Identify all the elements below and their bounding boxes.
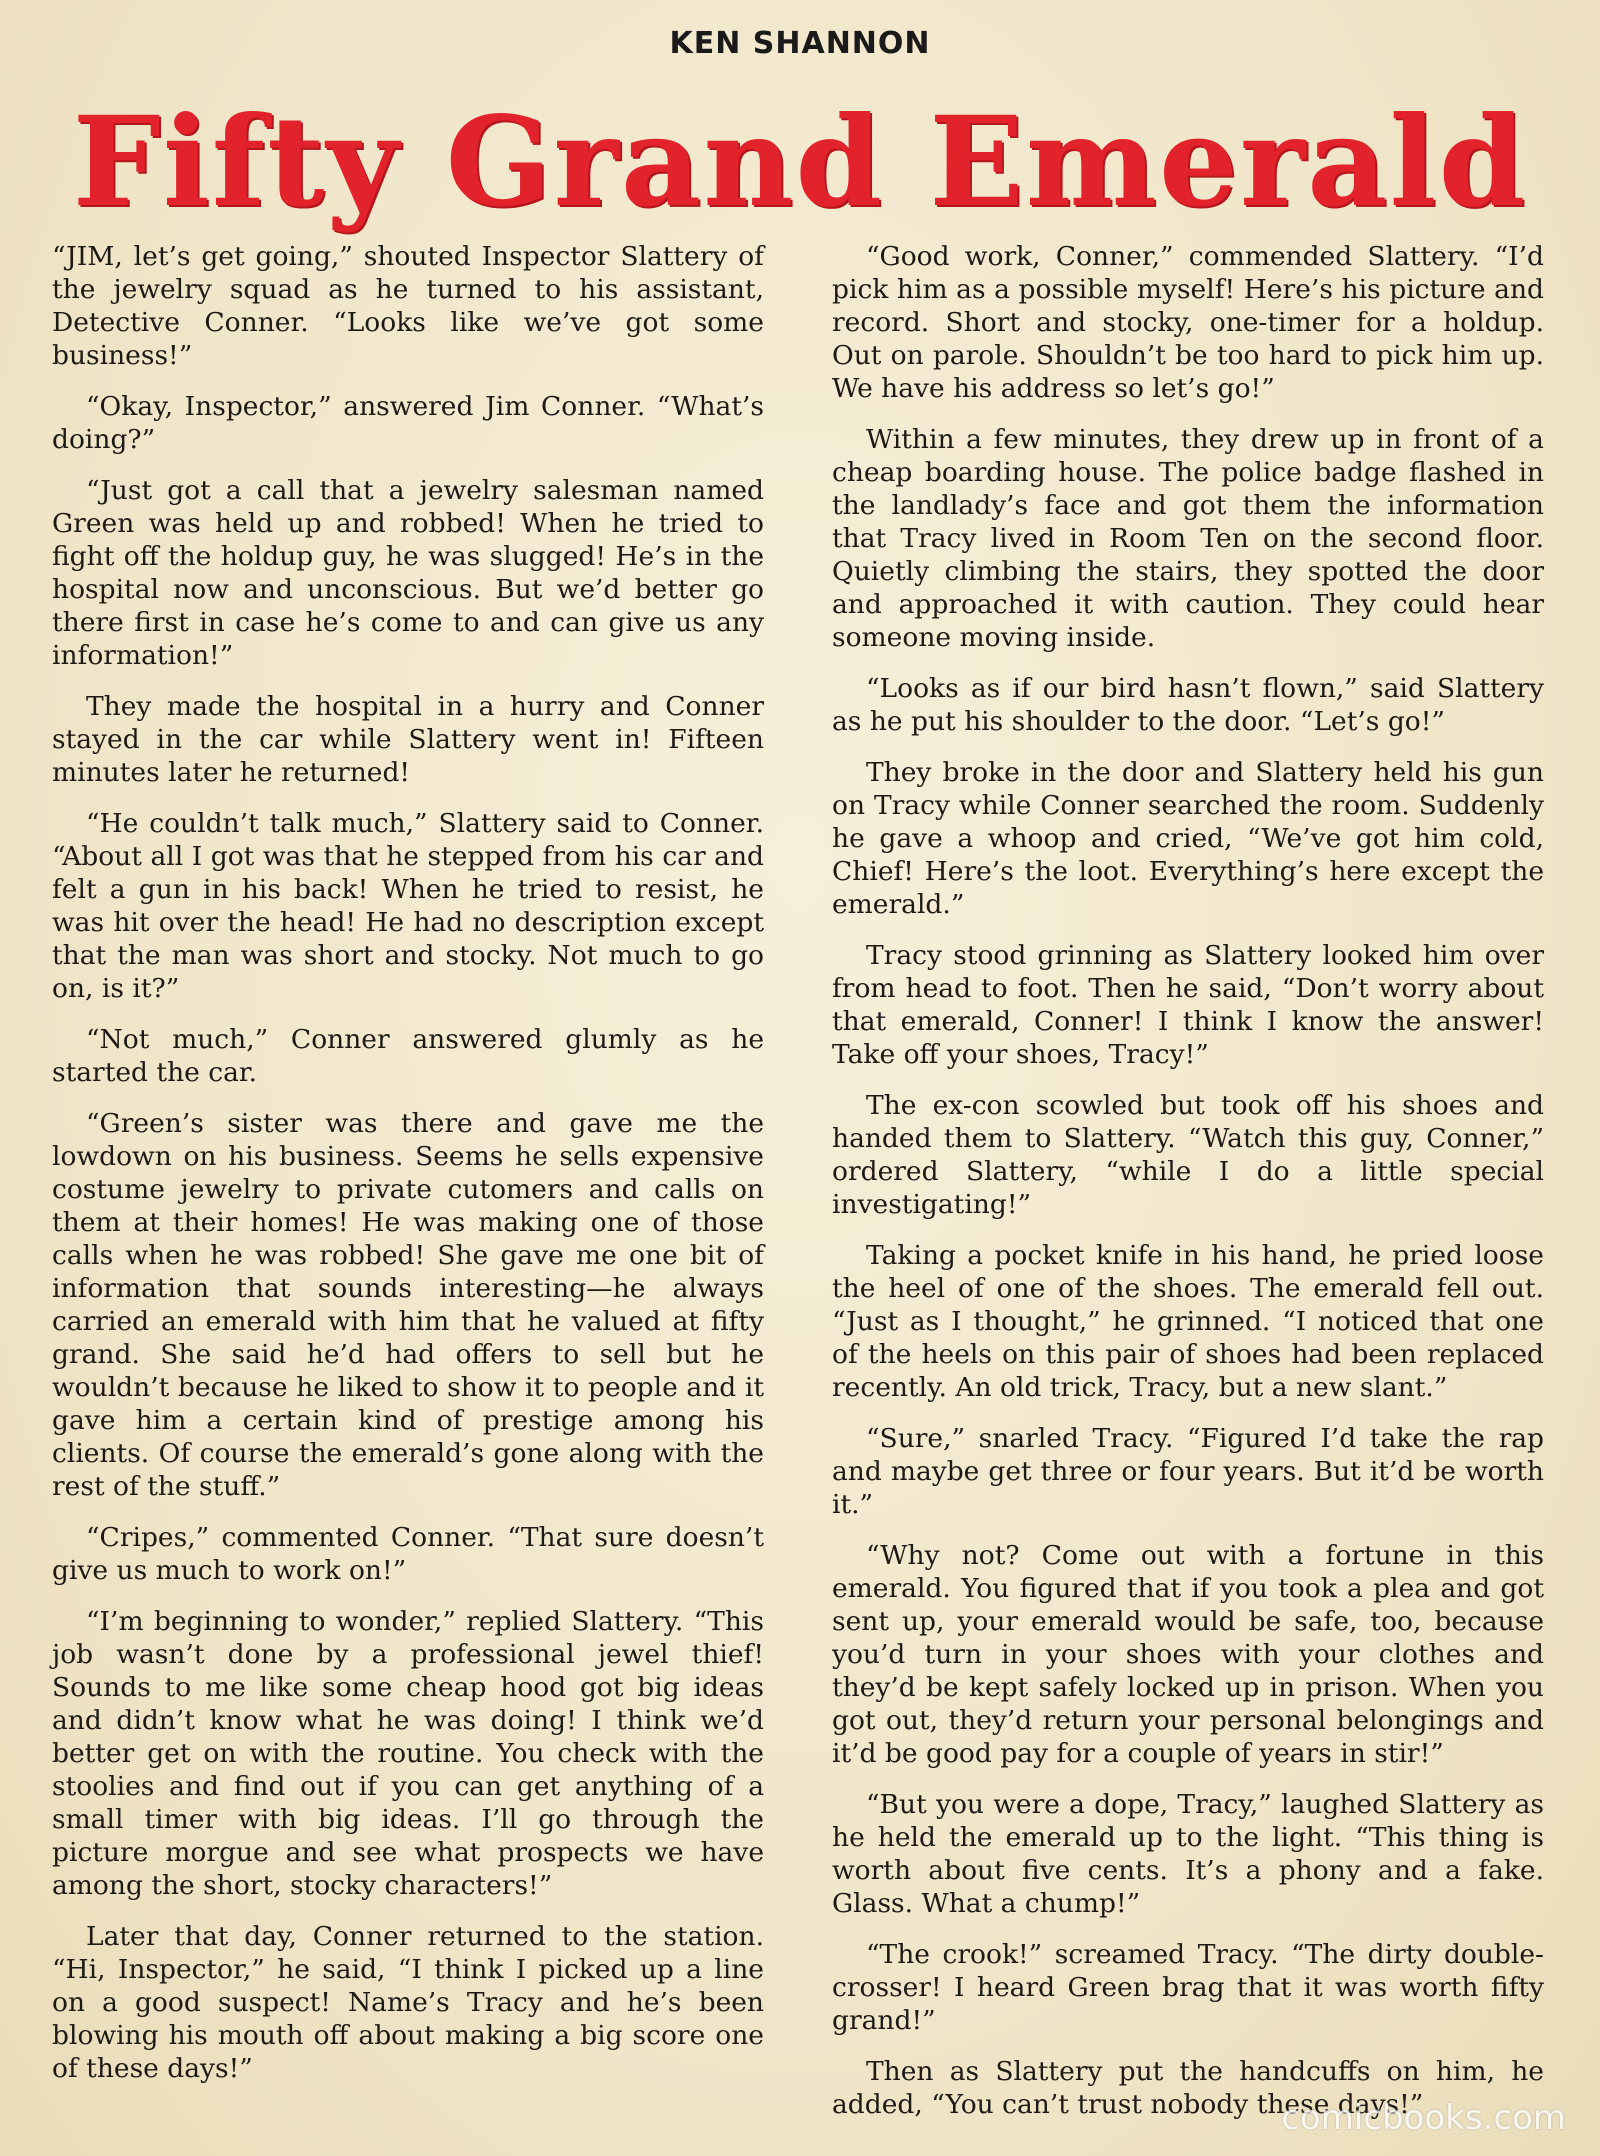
left-column [52,240,764,2100]
paragraph: “I’m beginning to wonder,” replied Slattery. “This job wasn’t done by a professional jewel thief! Sounds to me like some cheap hood got big ideas and didn’t know what he was doing! I think we’d better get on with the routine. You check with the stoolies and find out if you can get anything of a small timer with big ideas. I’ll go through the picture morgue and see what prospects we have among the short, stocky characters!” [52,1606,764,1901]
paragraph: “Sure,” snarled Tracy. “Figured I’d take the rap and maybe get three or four years. But it’d be worth it.” [832,1423,1544,1520]
paragraph: “But you were a dope, Tracy,” laughed Slattery as he held the emerald up to the light. “This thing is worth about five cents. It’s a phony and a fake. Glass. What a chump!” [832,1789,1544,1919]
paragraph: “Good work, Conner,” commended Slattery. “I’d pick him as a possible myself! Here’s his picture and record. Short and stocky, one-timer for a holdup. Out on parole. Shouldn’t be too hard to pick him up. We have his address so let’s go!” [832,241,1544,404]
paragraph: Taking a pocket knife in his hand, he pried loose the heel of one of the shoes. The emerald fell out. “Just as I thought,” he grinned. “I noticed that one of the heels on this pair of shoes had been replaced recently. An old trick, Tracy, but a new slant.” [832,1240,1544,1403]
paragraph: “Okay, Inspector,” answered Jim Conner. “What’s doing?” [52,391,764,455]
paragraph: “Green’s sister was there and gave me the lowdown on his business. Seems he sells expensive costume jewelry to private cutomers and calls on them at their homes! He was making one of those calls when he was robbed! She gave me one bit of information that sounds interesting—he always carried an emerald with him that he valued at fifty grand. She said he’d had offers to sell but he wouldn’t because he liked to show it to people and it gave him a certain kind of prestige among his clients. Of course the emerald’s gone along with the rest of the stuff.” [52,1108,764,1502]
paragraph: Within a few minutes, they drew up in front of a cheap boarding house. The police badge flashed in the landlady’s face and got them the information that Tracy lived in Room Ten on the second floor. Quietly climbing the stairs, they spotted the door and approached it with caution. They could hear someone moving inside. [832,424,1544,653]
paragraph: Tracy stood grinning as Slattery looked him over from head to foot. Then he said, “Don’t worry about that emerald, Conner! I think I know the answer! Take off your shoes, Tracy!” [832,940,1544,1070]
paragraph: “Why not? Come out with a fortune in this emerald. You figured that if you took a plea and got sent up, your emerald would be safe, too, because you’d turn in your shoes with your clothes and they’d be kept safely locked up in prison. When you got out, they’d return your personal belongings and it’d be good pay for a couple of years in stir!” [832,1540,1544,1769]
paragraph: “JIM, let’s get going,” shouted Inspector Slattery of the jewelry squad as he turned to his assistant, Detective Conner. “Looks like we’ve got some business!” [52,241,764,371]
paragraph: They made the hospital in a hurry and Conner stayed in the car while Slattery went in! Fifteen minutes later he returned! [52,691,764,788]
paragraph: They broke in the door and Slattery held his gun on Tracy while Conner searched the room. Suddenly he gave a whoop and cried, “We’ve got him cold, Chief! Here’s the loot. Everything’s here except the emerald.” [832,757,1544,920]
paragraph: Then as Slattery put the handcuffs on him, he added, “You can’t trust nobody these days!” [832,2056,1544,2120]
paragraph: “He couldn’t talk much,” Slattery said to Conner. “About all I got was that he stepped from his car and felt a gun in his back! When he tried to resist, he was hit over the head! He had no description except that the man was short and stocky. Not much to go on, is it?” [52,808,764,1004]
paragraph: “Cripes,” commented Conner. “That sure doesn’t give us much to work on!” [52,1522,764,1586]
paragraph: “Not much,” Conner answered glumly as he started the car. [52,1024,764,1088]
story-title: Fifty Grand Emerald [72,90,1528,235]
paragraph: “Just got a call that a jewelry salesman named Green was held up and robbed! When he tried to fight off the holdup guy, he was slugged! He’s in the hospital now and unconscious. But we’d better go there first in case he’s come to and can give us any information!” [52,475,764,671]
paragraph: The ex-con scowled but took off his shoes and handed them to Slattery. “Watch this guy, Conner,” ordered Slattery, “while I do a little special investigating!” [832,1090,1544,1220]
watermark: comicbooks.com [1281,2098,1566,2138]
paragraph: “The crook!” screamed Tracy. “The dirty double-crosser! I heard Green brag that it was worth fifty grand!” [832,1939,1544,2036]
running-title: KEN SHANNON [669,26,931,61]
paragraph: “Looks as if our bird hasn’t flown,” said Slattery as he put his shoulder to the door. “Let’s go!” [832,673,1544,737]
paragraph: Later that day, Conner returned to the station. “Hi, Inspector,” he said, “I think I picked up a line on a good suspect! Name’s Tracy and he’s been blowing his mouth off about making a big score one of these days!” [52,1921,764,2084]
